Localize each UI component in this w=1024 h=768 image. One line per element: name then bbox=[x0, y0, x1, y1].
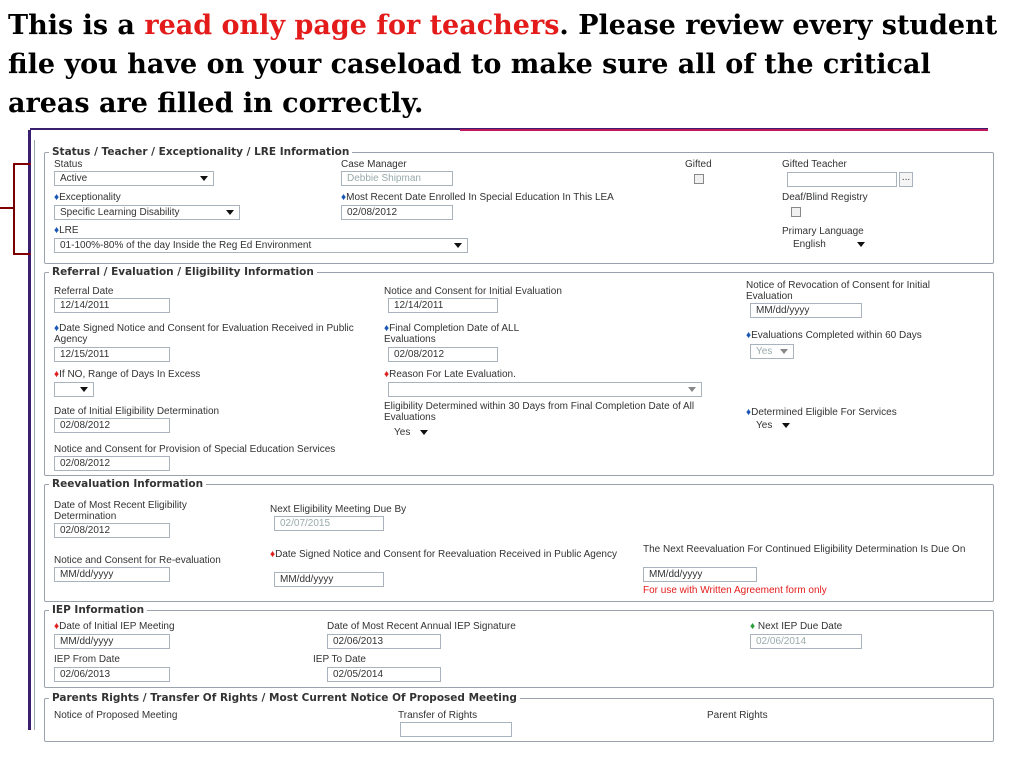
reason-label bbox=[384, 369, 516, 380]
elig-30-value: Yes bbox=[394, 427, 411, 438]
transfer-rights-field[interactable] bbox=[400, 722, 512, 737]
if-no-select[interactable] bbox=[54, 382, 94, 397]
enrolled-date-field[interactable]: 02/08/2012 bbox=[341, 205, 453, 220]
next-meeting-field[interactable]: 02/07/2015 bbox=[274, 516, 384, 531]
next-iep-field[interactable]: 02/06/2014 bbox=[750, 634, 862, 649]
proposed-meeting-label: Notice of Proposed Meeting bbox=[54, 710, 178, 721]
enrolled-date-label-text: Most Recent Date Enrolled In Special Education In This LEA bbox=[346, 192, 614, 203]
referral-section-title: Referral / Evaluation / Eligibility Information bbox=[52, 266, 314, 278]
elig-30-select[interactable] bbox=[388, 425, 434, 440]
date-signed-field[interactable]: 12/15/2011 bbox=[54, 347, 170, 362]
exceptionality-label-text: Exceptionality bbox=[59, 192, 121, 203]
initial-elig-label: Date of Initial Eligibility Determination bbox=[54, 406, 220, 417]
language-select[interactable] bbox=[787, 237, 871, 252]
annotation-left-bracket bbox=[0, 160, 40, 260]
if-no-label-text: If NO, Range of Days In Excess bbox=[59, 369, 201, 380]
banner-text-2: . Please review every student file you have on your caseload to make sure all of the critical areas are filled in correctly. bbox=[8, 10, 998, 119]
recent-iep-field[interactable]: 02/06/2013 bbox=[327, 634, 441, 649]
gifted-teacher-lookup-button[interactable]: ... bbox=[899, 172, 913, 187]
gifted-teacher-field[interactable] bbox=[787, 172, 897, 187]
recent-elig-field[interactable]: 02/08/2012 bbox=[54, 523, 170, 538]
notice-initial-field[interactable]: 12/14/2011 bbox=[388, 298, 498, 313]
iep-to-field[interactable]: 02/05/2014 bbox=[327, 667, 441, 682]
eligible-label-text: Determined Eligible For Services bbox=[751, 407, 897, 418]
lre-label-text: LRE bbox=[59, 225, 79, 236]
reevaluation-section-title: Reevaluation Information bbox=[52, 478, 204, 490]
revocation-label: Notice of Revocation of Consent for Initial Evaluation bbox=[746, 280, 930, 302]
date-signed-reeval-label-text: Date Signed Notice and Consent for Reevaluation Received in Public Agency bbox=[275, 549, 617, 560]
chevron-down-icon bbox=[688, 387, 696, 392]
date-signed-reeval-field[interactable]: MM/dd/yyyy bbox=[274, 572, 384, 587]
initial-iep-field[interactable]: MM/dd/yyyy bbox=[54, 634, 170, 649]
notice-reeval-label: Notice and Consent for Re-evaluation bbox=[54, 555, 221, 566]
initial-elig-field[interactable]: 02/08/2012 bbox=[54, 418, 170, 433]
iep-to-label: IEP To Date bbox=[313, 654, 366, 665]
eval-60-select[interactable] bbox=[750, 344, 794, 359]
status-label: Status bbox=[54, 159, 83, 170]
exceptionality-label bbox=[54, 192, 121, 203]
lre-select[interactable] bbox=[54, 238, 468, 253]
eval-60-label-text: Evaluations Completed within 60 Days bbox=[751, 330, 922, 341]
final-completion-label bbox=[384, 323, 519, 345]
required-marker-icon: ♦ bbox=[750, 621, 756, 632]
chevron-down-icon bbox=[80, 387, 88, 392]
notice-initial-label: Notice and Consent for Initial Evaluation bbox=[384, 286, 562, 297]
required-marker-icon: ♦ bbox=[341, 192, 347, 203]
banner-text-1: This is a bbox=[8, 10, 145, 41]
provision-label: Notice and Consent for Provision of Special Education Services bbox=[54, 444, 336, 455]
status-select[interactable] bbox=[54, 171, 214, 186]
reevaluation-section bbox=[44, 478, 994, 602]
final-completion-field[interactable]: 02/08/2012 bbox=[388, 347, 498, 362]
if-no-label bbox=[54, 369, 200, 380]
referral-date-field[interactable]: 12/14/2011 bbox=[54, 298, 170, 313]
chevron-down-icon bbox=[454, 243, 462, 248]
eval-60-value: Yes bbox=[756, 346, 773, 357]
notice-reeval-field[interactable]: MM/dd/yyyy bbox=[54, 567, 170, 582]
eligible-label bbox=[746, 407, 897, 418]
language-value: English bbox=[793, 239, 826, 250]
parents-rights-section-title: Parents Rights / Transfer Of Rights / Most Current Notice Of Proposed Meeting bbox=[52, 692, 517, 704]
required-marker-icon: ♦ bbox=[746, 330, 752, 341]
banner-highlight: read only page for teachers bbox=[144, 10, 560, 41]
next-meeting-label: Next Eligibility Meeting Due By bbox=[270, 504, 407, 515]
case-manager-field[interactable]: Debbie Shipman bbox=[341, 171, 453, 186]
eligible-select[interactable] bbox=[750, 418, 796, 433]
revocation-field[interactable]: MM/dd/yyyy bbox=[750, 303, 862, 318]
exceptionality-select[interactable] bbox=[54, 205, 240, 220]
final-completion-label-text: Final Completion Date of ALL Evaluations bbox=[384, 323, 519, 345]
provision-field[interactable]: 02/08/2012 bbox=[54, 456, 170, 471]
deafblind-label: Deaf/Blind Registry bbox=[782, 192, 868, 203]
chevron-down-icon bbox=[780, 349, 788, 354]
iep-from-label: IEP From Date bbox=[54, 654, 120, 665]
eligible-value: Yes bbox=[756, 420, 773, 431]
lre-value: 01-100%-80% of the day Inside the Reg Ed Environment bbox=[60, 240, 312, 251]
case-manager-label: Case Manager bbox=[341, 159, 407, 170]
chevron-down-icon bbox=[857, 242, 865, 247]
chevron-down-icon bbox=[226, 210, 234, 215]
initial-iep-label-text: Date of Initial IEP Meeting bbox=[59, 621, 175, 632]
recent-elig-label: Date of Most Recent Eligibility Determination bbox=[54, 500, 187, 522]
transfer-rights-label: Transfer of Rights bbox=[398, 710, 478, 721]
required-marker-icon: ♦ bbox=[746, 407, 752, 418]
required-marker-icon: ♦ bbox=[270, 549, 276, 560]
reason-label-text: Reason For Late Evaluation. bbox=[389, 369, 516, 380]
elig-30-label: Eligibility Determined within 30 Days from Final Completion Date of All Evaluations bbox=[384, 401, 695, 423]
initial-iep-label bbox=[54, 621, 175, 632]
required-marker-icon: ♦ bbox=[54, 225, 60, 236]
chevron-down-icon bbox=[200, 176, 208, 181]
next-reeval-label: The Next Reevaluation For Continued Eligibility Determination Is Due On bbox=[643, 544, 966, 555]
status-section-title: Status / Teacher / Exceptionality / LRE Information bbox=[52, 146, 350, 158]
written-agreement-note: For use with Written Agreement form only bbox=[643, 585, 827, 596]
date-signed-label-text: Date Signed Notice and Consent for Evaluation Received in Public Agency bbox=[54, 323, 354, 345]
next-reeval-field[interactable]: MM/dd/yyyy bbox=[643, 567, 757, 582]
iep-section-title: IEP Information bbox=[52, 604, 145, 616]
recent-iep-label: Date of Most Recent Annual IEP Signature bbox=[327, 621, 516, 632]
student-record-form bbox=[36, 140, 988, 728]
gifted-checkbox[interactable] bbox=[694, 174, 704, 184]
reason-select[interactable] bbox=[388, 382, 702, 397]
required-marker-icon: ♦ bbox=[384, 323, 390, 334]
date-signed-label bbox=[54, 323, 376, 345]
gifted-label: Gifted bbox=[685, 159, 712, 170]
gifted-teacher-label: Gifted Teacher bbox=[782, 159, 847, 170]
next-iep-label bbox=[750, 621, 842, 632]
exceptionality-value: Specific Learning Disability bbox=[60, 207, 180, 218]
required-marker-icon: ♦ bbox=[54, 621, 60, 632]
instruction-banner bbox=[8, 6, 1018, 123]
iep-from-field[interactable]: 02/06/2013 bbox=[54, 667, 170, 682]
required-marker-icon: ♦ bbox=[384, 369, 390, 380]
status-value: Active bbox=[60, 173, 88, 184]
date-signed-reeval-label bbox=[270, 549, 640, 560]
enrolled-date-label bbox=[341, 192, 614, 203]
required-marker-icon: ♦ bbox=[54, 369, 60, 380]
required-marker-icon: ♦ bbox=[54, 192, 60, 203]
header-accent-rule bbox=[460, 129, 988, 131]
chevron-down-icon bbox=[420, 430, 428, 435]
referral-date-label: Referral Date bbox=[54, 286, 114, 297]
parents-rights-section bbox=[44, 692, 994, 742]
language-label: Primary Language bbox=[782, 226, 864, 237]
deafblind-checkbox[interactable] bbox=[791, 207, 801, 217]
lre-label bbox=[54, 225, 79, 236]
eval-60-label bbox=[746, 330, 922, 341]
next-iep-label-text: Next IEP Due Date bbox=[757, 621, 843, 632]
chevron-down-icon bbox=[782, 423, 790, 428]
required-marker-icon: ♦ bbox=[54, 323, 60, 334]
parent-rights-label: Parent Rights bbox=[707, 710, 768, 721]
